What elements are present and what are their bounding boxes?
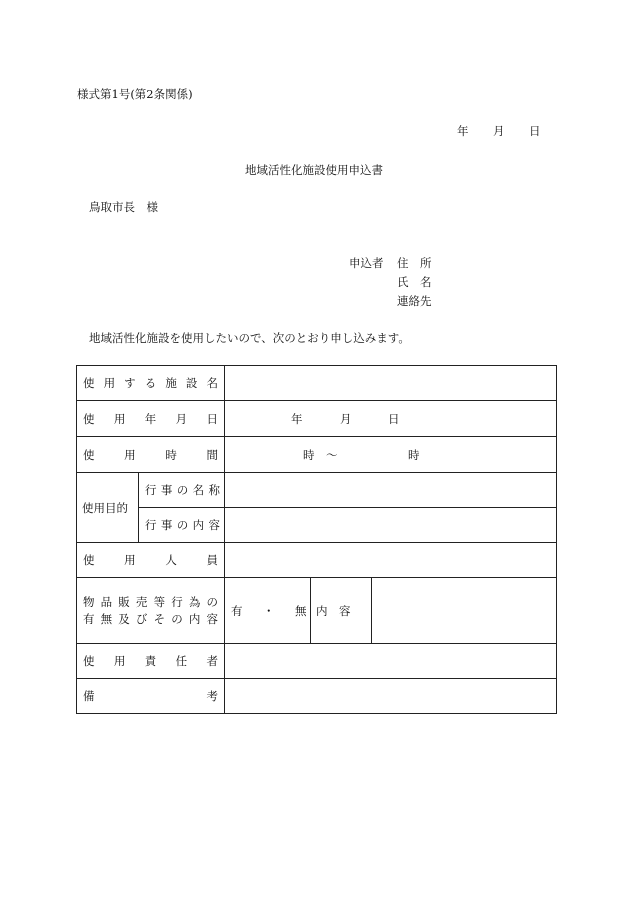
date-year-label: 年 [457, 124, 469, 138]
label-char: る [144, 376, 157, 390]
label-char: 等 [153, 594, 166, 609]
use-date-year: 年 [291, 412, 303, 426]
sales-yesno-field[interactable] [225, 578, 311, 644]
event-name-label [145, 482, 220, 498]
use-time-field[interactable] [225, 437, 557, 473]
addressee: 鳥取市長 様 [89, 200, 158, 214]
label-char: 施 [165, 376, 177, 390]
label-char: 使 [83, 376, 95, 390]
event-content-label [145, 517, 220, 533]
remarks-field[interactable] [225, 679, 557, 714]
label-char: 責 [144, 654, 157, 668]
row-attendees [77, 543, 557, 578]
row-responsible [77, 644, 557, 679]
event-content-label-cell [139, 508, 225, 543]
event-content-field[interactable] [225, 508, 557, 543]
label-char: 容 [206, 611, 218, 626]
label-char: 用 [113, 654, 126, 668]
label-char: 任 [175, 654, 188, 668]
remarks-label [83, 688, 218, 704]
sales-label-line1 [83, 594, 218, 611]
attendees-label [83, 552, 218, 568]
sales-no-label: 無 [295, 604, 307, 618]
label-char: 内 [188, 611, 201, 626]
label-char: 名 [192, 483, 205, 497]
label-char: 用 [124, 553, 136, 567]
application-table [76, 365, 557, 714]
label-char: の [176, 483, 189, 497]
applicant-address-label: 住 所 [397, 256, 432, 270]
purpose-label: 使用目的 [82, 500, 128, 515]
sales-content-label: 内 容 [316, 604, 351, 618]
remarks-label-cell [77, 679, 225, 714]
responsible-label-cell [77, 644, 225, 679]
use-date-label [83, 411, 218, 427]
label-char: 使 [83, 553, 95, 567]
applicant-contact-label: 連絡先 [397, 294, 432, 308]
label-char: 為 [188, 594, 201, 609]
date-month-label: 月 [493, 124, 505, 138]
facility-name-label [83, 375, 218, 391]
label-char: 用 [124, 447, 136, 462]
label-char: 考 [206, 689, 218, 703]
label-char: す [124, 376, 136, 390]
use-time-label-cell [77, 437, 225, 473]
facility-name-label-cell [77, 366, 225, 401]
sales-content-field[interactable] [372, 578, 557, 644]
label-char: 使 [83, 447, 95, 462]
label-char: 及 [118, 611, 130, 626]
responsible-field[interactable] [225, 644, 557, 679]
event-name-label-cell [139, 473, 225, 508]
label-char: の [171, 611, 183, 626]
use-time-end-hour: 時 [408, 448, 420, 462]
sales-content-label-cell [311, 578, 372, 644]
label-char: 品 [100, 594, 113, 609]
row-remarks [77, 679, 557, 714]
label-char: 間 [206, 447, 218, 462]
row-sales [77, 578, 557, 644]
label-char: 月 [175, 411, 188, 426]
label-char: 物 [83, 594, 95, 609]
intro-text: 地域活性化施設を使用したいので、次のとおり申し込みます。 [89, 331, 410, 345]
label-char: 使 [83, 654, 95, 668]
label-char: 有 [83, 611, 95, 626]
label-char: そ [153, 611, 166, 626]
use-date-month: 月 [340, 412, 352, 426]
label-char: 名 [206, 376, 218, 390]
label-char: 時 [165, 447, 177, 462]
purpose-label-cell [77, 473, 139, 543]
label-char: 用 [113, 411, 126, 426]
date-day-label: 日 [529, 124, 541, 138]
label-char: の [206, 594, 218, 609]
label-char: 売 [135, 594, 148, 609]
row-use-time [77, 437, 557, 473]
row-event-content [77, 508, 557, 543]
label-char: 行 [145, 483, 157, 497]
label-char: 事 [160, 518, 173, 532]
attendees-field[interactable] [225, 543, 557, 578]
label-char: 人 [165, 553, 177, 567]
sales-yes-label: 有 [231, 604, 243, 618]
applicant-name-label: 氏 名 [397, 275, 432, 289]
event-name-field[interactable] [225, 473, 557, 508]
document-title: 地域活性化施設使用申込書 [245, 163, 383, 177]
row-event-name [77, 473, 557, 508]
label-char: び [135, 611, 148, 626]
form-number: 様式第1号(第2条関係) [77, 87, 193, 101]
attendees-label-cell [77, 543, 225, 578]
label-char: 行 [145, 518, 157, 532]
label-char: 備 [83, 689, 95, 703]
label-char: 設 [185, 376, 198, 390]
sales-label-line2 [83, 611, 218, 628]
responsible-label [83, 653, 218, 669]
facility-name-field[interactable] [225, 366, 557, 401]
label-char: 日 [206, 411, 218, 426]
use-time-start-hour: 時 [303, 448, 315, 462]
label-char: 員 [206, 553, 218, 567]
use-date-field[interactable] [225, 401, 557, 437]
row-facility-name [77, 366, 557, 401]
row-use-date [77, 401, 557, 437]
label-char: 用 [103, 376, 116, 390]
label-char: 容 [208, 518, 220, 532]
label-char: 年 [144, 411, 157, 426]
label-char: の [176, 518, 189, 532]
label-char: 販 [118, 594, 130, 609]
use-date-label-cell [77, 401, 225, 437]
label-char: 事 [160, 483, 173, 497]
use-time-tilde: ～ [326, 448, 338, 462]
sales-label-cell [77, 578, 225, 644]
applicant-label: 申込者 [349, 256, 384, 270]
label-char: 内 [192, 518, 205, 532]
use-date-day: 日 [388, 412, 400, 426]
label-char: 者 [206, 654, 218, 668]
label-char: 使 [83, 411, 95, 426]
label-char: 行 [171, 594, 183, 609]
label-char: 無 [100, 611, 113, 626]
sales-separator: ・ [263, 604, 275, 618]
label-char: 称 [208, 483, 220, 497]
use-time-label [83, 447, 218, 463]
